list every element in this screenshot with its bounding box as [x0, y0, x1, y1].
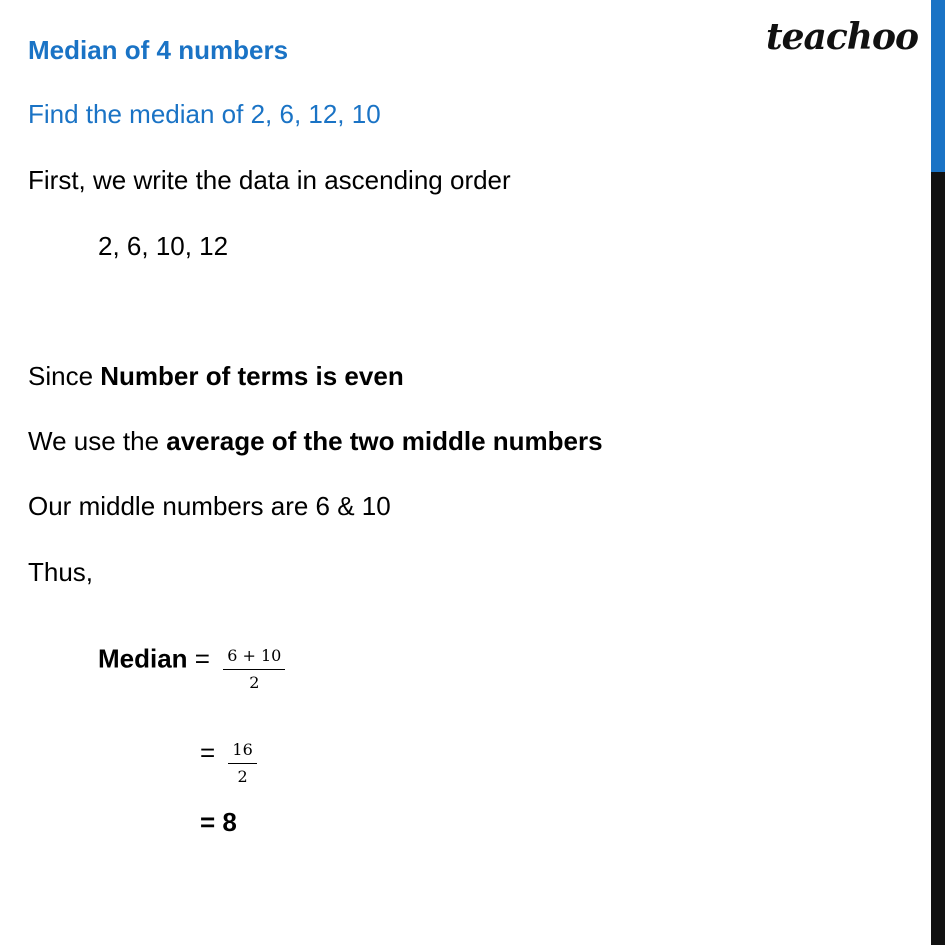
- step2-equals: =: [200, 737, 216, 768]
- fraction-sixteen-over-two: [228, 722, 256, 787]
- sorted-data: 2, 6, 10, 12: [98, 231, 229, 261]
- median-label: Median: [98, 643, 188, 674]
- since-line: [28, 360, 404, 392]
- thus-line: Thus,: [28, 557, 94, 587]
- scrollbar-thumb[interactable]: [931, 0, 945, 172]
- median-step-2: [200, 722, 257, 787]
- scrollbar[interactable]: [931, 0, 945, 945]
- median-equals: =: [187, 643, 210, 674]
- median-result: [200, 806, 237, 838]
- since-prefix: Since: [28, 361, 101, 391]
- fraction-numerator: 6 + 10: [223, 646, 285, 670]
- fraction-numerator: 16: [228, 740, 256, 764]
- result-value: = 8: [200, 807, 237, 837]
- step-ascending-order: First, we write the data in ascending order: [28, 165, 511, 195]
- page-title: Median of 4 numbers: [28, 35, 289, 65]
- middle-numbers-line: Our middle numbers are 6 & 10: [28, 491, 391, 521]
- average-line: [28, 425, 603, 457]
- fraction-six-plus-ten: [223, 628, 285, 693]
- fraction-denominator: 2: [237, 767, 248, 786]
- median-formula: [98, 628, 285, 693]
- use-prefix: We use the: [28, 426, 167, 456]
- use-bold: average of the two middle numbers: [166, 426, 603, 456]
- since-bold: Number of terms is even: [100, 361, 404, 391]
- fraction-denominator: 2: [249, 673, 260, 692]
- question-text: Find the median of 2, 6, 12, 10: [28, 99, 381, 129]
- teachoo-logo: teachoo: [766, 16, 918, 58]
